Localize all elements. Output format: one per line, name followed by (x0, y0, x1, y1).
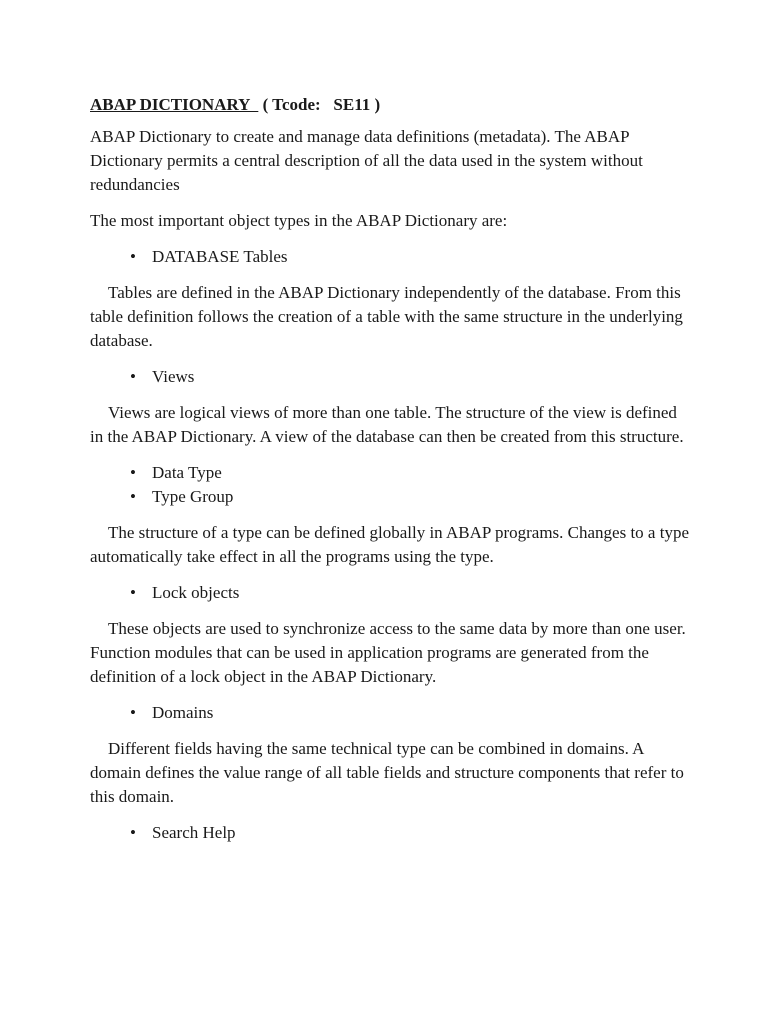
bullet-item: • Views (90, 365, 690, 389)
database-tables-description: Tables are defined in the ABAP Dictionary independently of the database. From this table definition follows the creation of a table with the same structure in the underlying database. (90, 283, 683, 350)
bullet-list-domains (90, 701, 690, 725)
bullet-list-lock-objects (90, 581, 690, 605)
document-page (90, 93, 690, 857)
views-description: Views are logical views of more than one table. The structure of the view is defined in the ABAP Dictionary. A view of the database can then be created from this structure. (90, 403, 684, 446)
types-description: The structure of a type can be defined globally in ABAP programs. Changes to a type automatically take effect in all the programs using the type. (90, 523, 689, 566)
bullet-item: • Type Group (90, 485, 690, 509)
bullet-item: • Domains (90, 701, 690, 725)
heading-title: ABAP DICTIONARY (90, 95, 259, 114)
bullet-list-database-tables (90, 245, 690, 269)
domains-description: Different fields having the same technical type can be combined in domains. A domain defines the value range of all table fields and structure components that refer to this domain. (90, 739, 684, 806)
bullet-list-views (90, 365, 690, 389)
bullet-list-search-help (90, 821, 690, 845)
bullet-item: • Data Type (90, 461, 690, 485)
bullet-item: • DATABASE Tables (90, 245, 690, 269)
intro-paragraph: ABAP Dictionary to create and manage data definitions (metadata). The ABAP Dictionary permits a central description of all the data used in the system without redundancies (90, 127, 643, 194)
object-types-intro: The most important object types in the ABAP Dictionary are: (90, 211, 508, 230)
document-heading (90, 93, 690, 117)
lock-objects-description: These objects are used to synchronize access to the same data by more than one user. Function modules that can be used in application programs are generated from the definition of a lock object in the ABAP Dictionary. (90, 619, 686, 686)
bullet-item: • Lock objects (90, 581, 690, 605)
bullet-list-types (90, 461, 690, 509)
heading-tcode: ( Tcode: SE11 ) (258, 95, 381, 114)
bullet-item: • Search Help (90, 821, 690, 845)
